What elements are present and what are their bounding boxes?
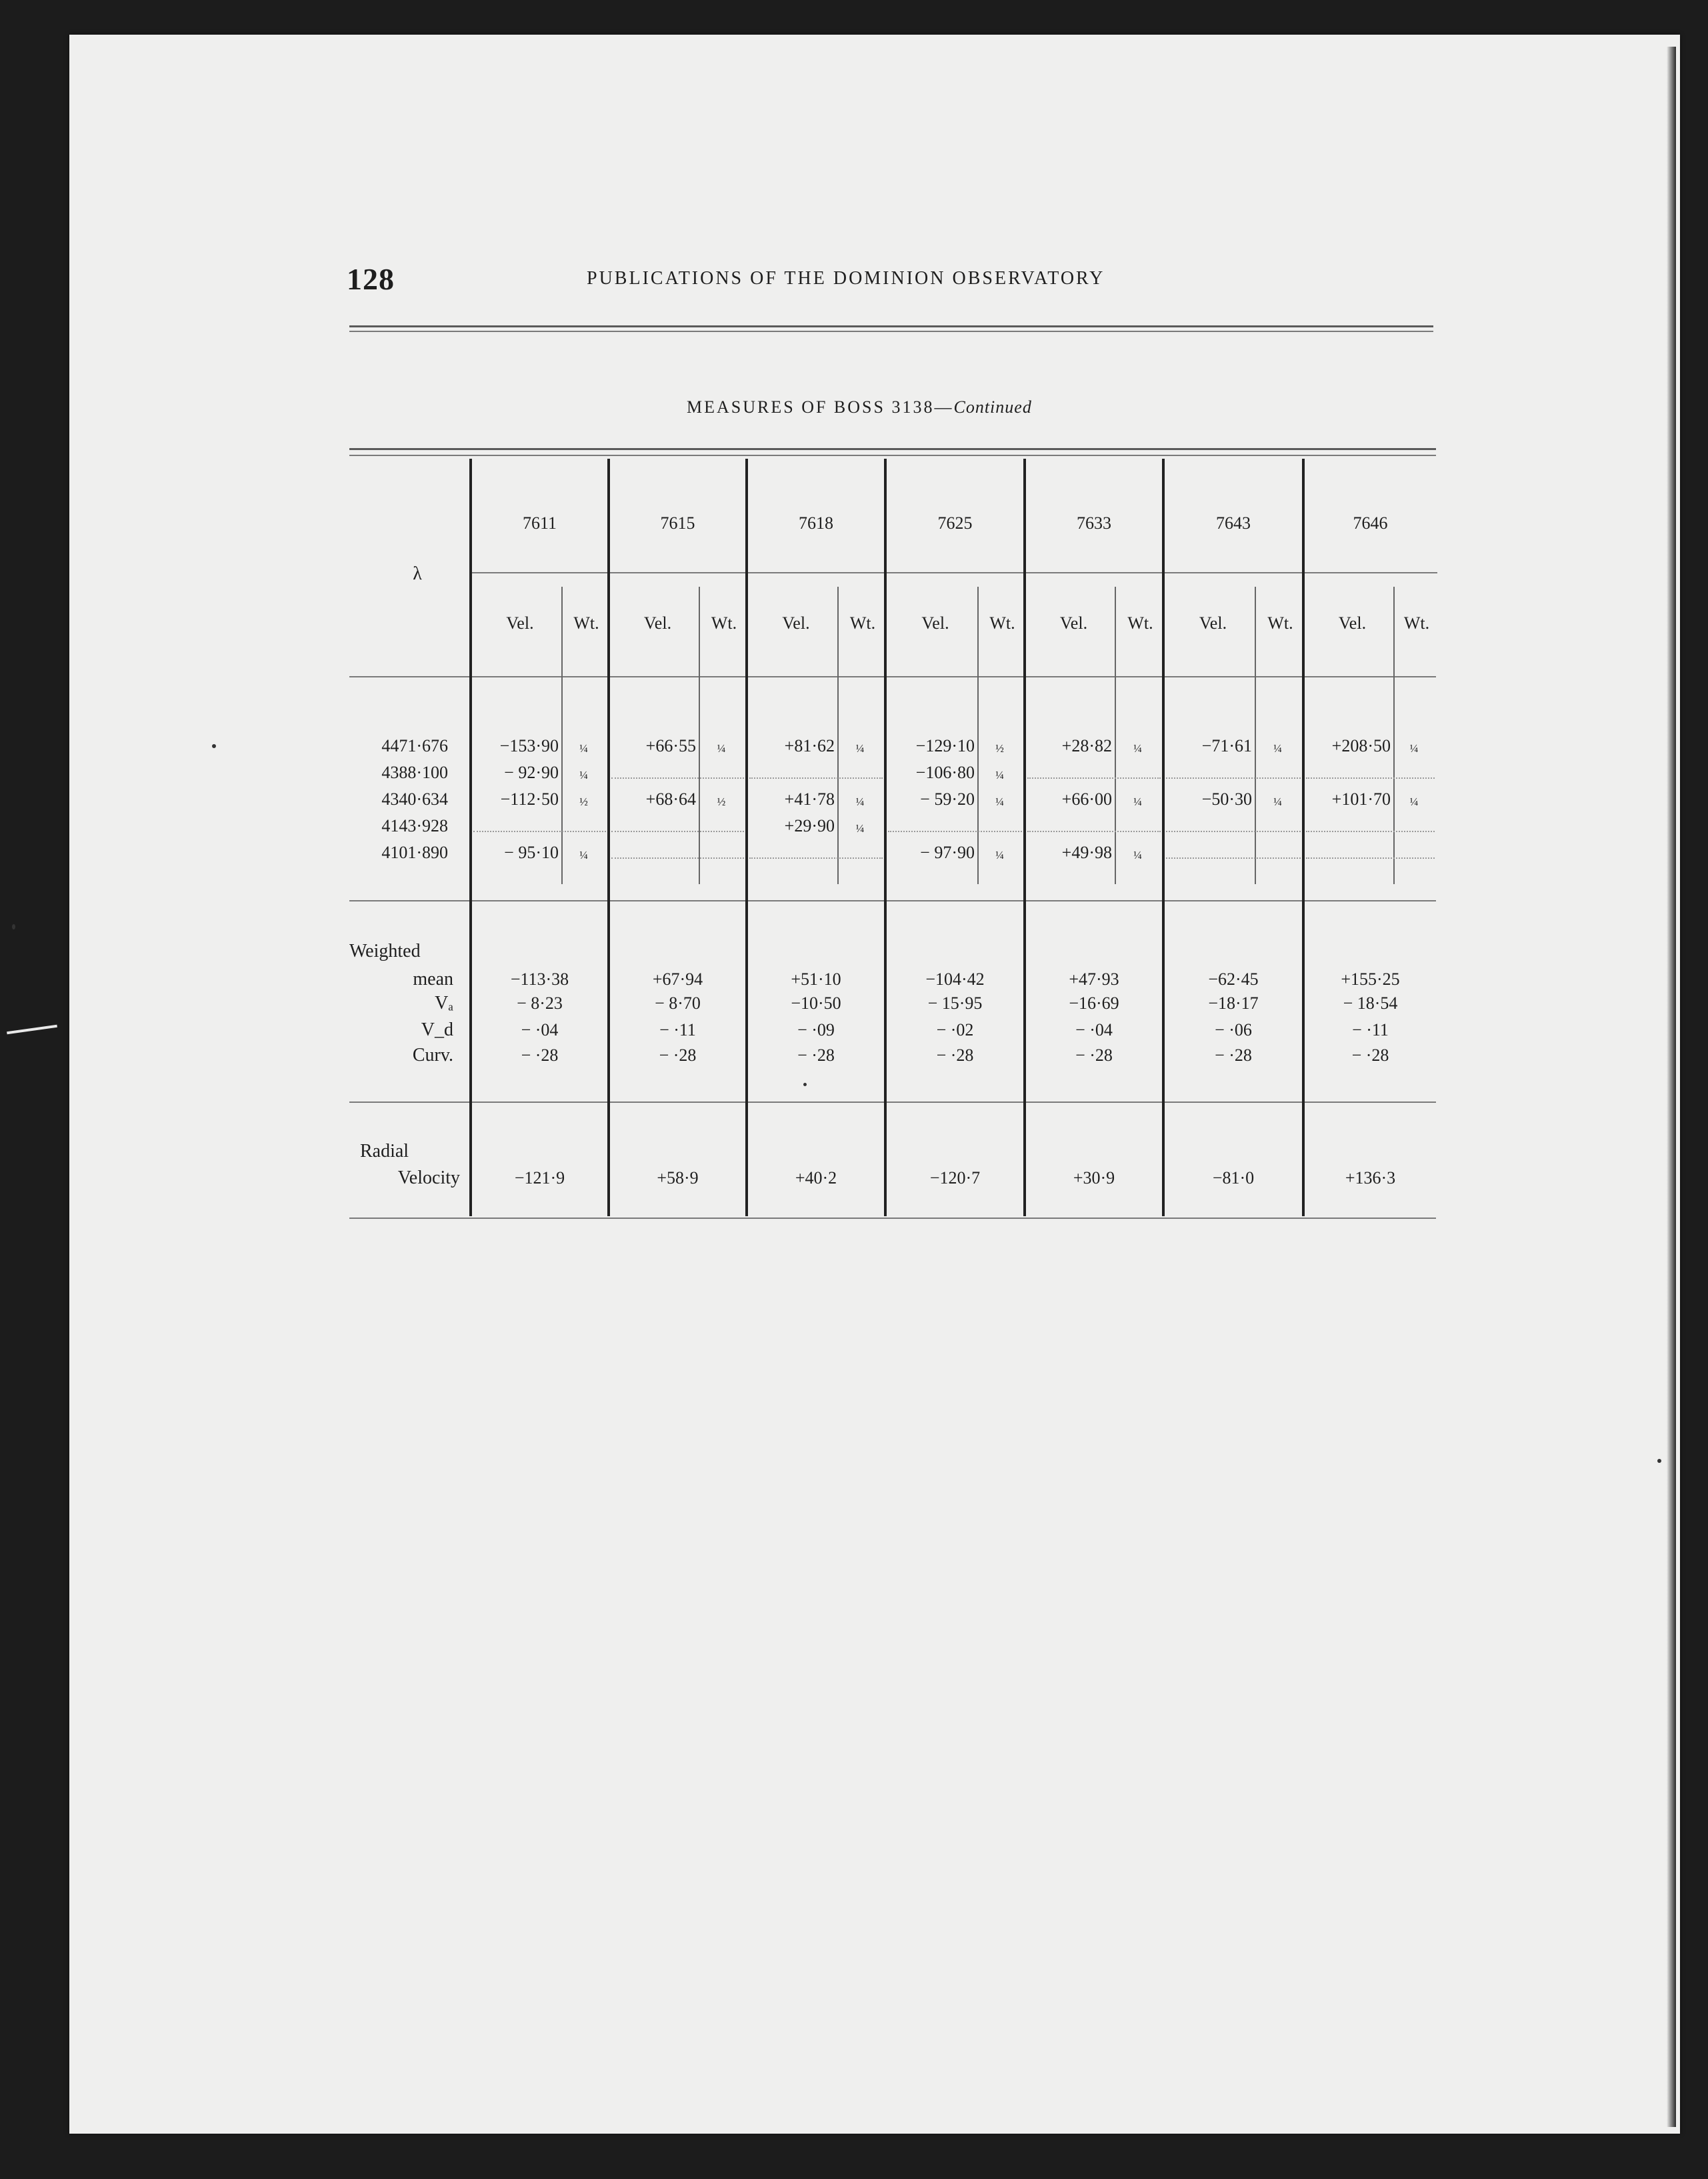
empty-cell-leader (1166, 777, 1301, 779)
curv-value: − ·28 (521, 1045, 559, 1065)
radial-velocity-value: −121·9 (514, 1168, 565, 1188)
radial-velocity-value: +40·2 (795, 1168, 837, 1188)
vd-value: − ·04 (521, 1020, 559, 1039)
speck (1657, 1459, 1661, 1463)
radial-velocity-value: +136·3 (1345, 1168, 1396, 1188)
plate-number: 7643 (1216, 513, 1251, 533)
wavelength-label: 4340·634 (381, 789, 448, 809)
vel-header: Vel. (1338, 613, 1367, 633)
radial-velocity-value: −120·7 (929, 1168, 981, 1188)
plate-number: 7625 (937, 513, 973, 533)
empty-cell-leader (611, 857, 744, 859)
plate-number: 7646 (1353, 513, 1388, 533)
vel-wt-divider (699, 587, 700, 884)
vd-value: − ·02 (936, 1020, 974, 1039)
wt-header: Wt. (573, 613, 599, 633)
vel-wt-divider (1115, 587, 1116, 884)
page-number: 128 (347, 262, 395, 296)
weight-value: ¼ (995, 849, 1004, 861)
margin-mark (7, 1025, 57, 1035)
column-divider (607, 459, 610, 1216)
weighted-label: Weighted (349, 941, 421, 961)
velocity-value: +41·78 (784, 789, 835, 809)
empty-cell-leader (749, 857, 883, 859)
weighted-mean-value: +47·93 (1069, 969, 1119, 989)
vel-header: Vel. (921, 613, 949, 633)
velocity-value: +49·98 (1061, 843, 1112, 862)
vel-wt-divider (837, 587, 839, 884)
curv-value: − ·28 (797, 1045, 835, 1065)
weight-value: ¼ (1273, 795, 1282, 808)
table-bottom-rule (349, 1218, 1436, 1219)
table-title-main: MEASURES OF BOSS 3138— (687, 397, 954, 417)
vd-value: − ·11 (1352, 1020, 1389, 1039)
velocity-value: +66·00 (1061, 789, 1112, 809)
curv-value: − ·28 (1075, 1045, 1113, 1065)
table-top-rule-2 (349, 455, 1436, 456)
empty-cell-leader (611, 777, 744, 779)
wavelength-label: 4388·100 (381, 763, 448, 782)
vel-header: Vel. (506, 613, 534, 633)
weight-value: ¼ (1133, 795, 1142, 808)
plate-number: 7611 (522, 513, 557, 533)
radial-velocity-value: +30·9 (1073, 1168, 1115, 1188)
weight-value: ¼ (579, 742, 588, 755)
curv-value: − ·28 (936, 1045, 974, 1065)
va-value: −16·69 (1069, 993, 1119, 1013)
va-value: − 8·23 (517, 993, 563, 1013)
velocity-value: − 92·90 (504, 763, 559, 782)
vd-value: − ·04 (1075, 1020, 1113, 1039)
va-value: − 15·95 (927, 993, 983, 1013)
va-value: − 18·54 (1343, 993, 1398, 1013)
column-divider (884, 459, 887, 1216)
velocity-value: −153·90 (499, 736, 559, 755)
column-divider (469, 459, 472, 1216)
velocity-value: +81·62 (784, 736, 835, 755)
empty-cell-leader (1166, 857, 1301, 859)
empty-cell-leader (1166, 831, 1301, 832)
weight-value: ½ (579, 795, 588, 808)
weight-value: ¼ (855, 742, 865, 755)
measures-bottom-rule (349, 900, 1436, 901)
velocity-value: − 59·20 (920, 789, 975, 809)
page (69, 35, 1680, 2134)
vd-value: − ·11 (659, 1020, 696, 1039)
weighted-mean-value: −104·42 (925, 969, 985, 989)
vd-value: − ·06 (1215, 1020, 1252, 1039)
velocity-value: +101·70 (1331, 789, 1391, 809)
weight-value: ¼ (855, 822, 865, 835)
empty-cell-leader (888, 831, 1022, 832)
velocity-value: − 97·90 (920, 843, 975, 862)
table-title-continued: Continued (953, 397, 1032, 417)
header-rule-2 (349, 331, 1433, 332)
wavelength-label: 4101·890 (381, 843, 448, 862)
va-value: −10·50 (791, 993, 841, 1013)
weight-value: ¼ (717, 742, 726, 755)
vel-wt-divider (1255, 587, 1256, 884)
vel-header: Vel. (1199, 613, 1227, 633)
speck (212, 744, 216, 748)
weighted-mean-value: −62·45 (1208, 969, 1259, 989)
vd-label: V_d (421, 1019, 453, 1040)
speck (12, 924, 15, 929)
empty-cell-leader (1306, 777, 1435, 779)
va-label: Vₐ (435, 993, 453, 1013)
weighted-mean-value: +51·10 (791, 969, 841, 989)
wt-header: Wt. (1127, 613, 1153, 633)
empty-cell-leader (611, 831, 744, 832)
column-header-rule (349, 676, 1436, 677)
table-title (687, 397, 1032, 417)
vel-header: Vel. (782, 613, 810, 633)
velocity-value: −50·30 (1201, 789, 1252, 809)
page-edge-shadow (1667, 47, 1676, 2127)
vel-wt-divider (977, 587, 979, 884)
running-head: PUBLICATIONS OF THE DOMINION OBSERVATORY (587, 268, 1105, 289)
empty-cell-leader (1306, 831, 1435, 832)
empty-cell-leader (1027, 831, 1161, 832)
table-top-rule (349, 448, 1436, 450)
weight-value: ¼ (1133, 849, 1142, 861)
weight-value: ¼ (1133, 742, 1142, 755)
weighted-mean-value: +67·94 (652, 969, 703, 989)
plate-header-rule (471, 572, 1437, 573)
radial-label: Radial (360, 1141, 409, 1162)
velocity-value: − 95·10 (504, 843, 559, 862)
velocity-value: +68·64 (645, 789, 696, 809)
weighted-mean-value: −113·38 (510, 969, 569, 989)
column-divider (1162, 459, 1165, 1216)
wt-header: Wt. (849, 613, 876, 633)
plate-number: 7615 (660, 513, 695, 533)
column-divider (745, 459, 748, 1216)
weight-value: ¼ (579, 769, 588, 781)
wavelength-label: 4471·676 (381, 736, 448, 755)
header-rule (349, 325, 1433, 327)
curv-value: − ·28 (1351, 1045, 1389, 1065)
wt-header: Wt. (989, 613, 1015, 633)
weight-value: ½ (717, 795, 726, 808)
plate-number: 7633 (1077, 513, 1111, 533)
speck (803, 1083, 807, 1086)
wt-header: Wt. (1267, 613, 1293, 633)
weight-value: ¼ (855, 795, 865, 808)
column-divider (1023, 459, 1026, 1216)
weight-value: ¼ (995, 795, 1004, 808)
column-divider (1302, 459, 1305, 1216)
vel-wt-divider (1393, 587, 1395, 884)
weight-value: ½ (995, 742, 1004, 755)
velocity-value: −112·50 (500, 789, 559, 809)
velocity-value: +208·50 (1331, 736, 1391, 755)
weight-value: ¼ (579, 849, 588, 861)
empty-cell-leader (749, 777, 883, 779)
vel-header: Vel. (1059, 613, 1088, 633)
vd-value: − ·09 (797, 1020, 835, 1039)
curv-value: − ·28 (1215, 1045, 1252, 1065)
wt-header: Wt. (1403, 613, 1430, 633)
velocity-value: −106·80 (915, 763, 975, 782)
wt-header: Wt. (711, 613, 737, 633)
va-value: − 8·70 (655, 993, 701, 1013)
summary-bottom-rule (349, 1102, 1436, 1103)
vel-wt-divider (561, 587, 563, 884)
weight-value: ¼ (1409, 795, 1419, 808)
velocity-value: −129·10 (915, 736, 975, 755)
weighted-mean-value: +155·25 (1341, 969, 1400, 989)
velocity-label: Velocity (397, 1168, 460, 1188)
curv-label: Curv. (412, 1045, 453, 1065)
weight-value: ¼ (1409, 742, 1419, 755)
radial-velocity-value: −81·0 (1212, 1168, 1255, 1188)
vel-header: Vel. (643, 613, 672, 633)
plate-number: 7618 (799, 513, 833, 533)
velocity-value: −71·61 (1201, 736, 1252, 755)
wavelength-label: 4143·928 (381, 816, 448, 835)
va-value: −18·17 (1208, 993, 1259, 1013)
velocity-value: +28·82 (1061, 736, 1112, 755)
velocity-value: +29·90 (784, 816, 835, 835)
weight-value: ¼ (1273, 742, 1282, 755)
empty-cell-leader (1306, 857, 1435, 859)
empty-cell-leader (473, 831, 606, 832)
empty-cell-leader (1027, 777, 1161, 779)
velocity-value: +66·55 (645, 736, 696, 755)
lambda-header: λ (413, 563, 422, 584)
radial-velocity-value: +58·9 (657, 1168, 699, 1188)
weight-value: ¼ (995, 769, 1004, 781)
mean-label: mean (413, 969, 453, 989)
curv-value: − ·28 (659, 1045, 697, 1065)
